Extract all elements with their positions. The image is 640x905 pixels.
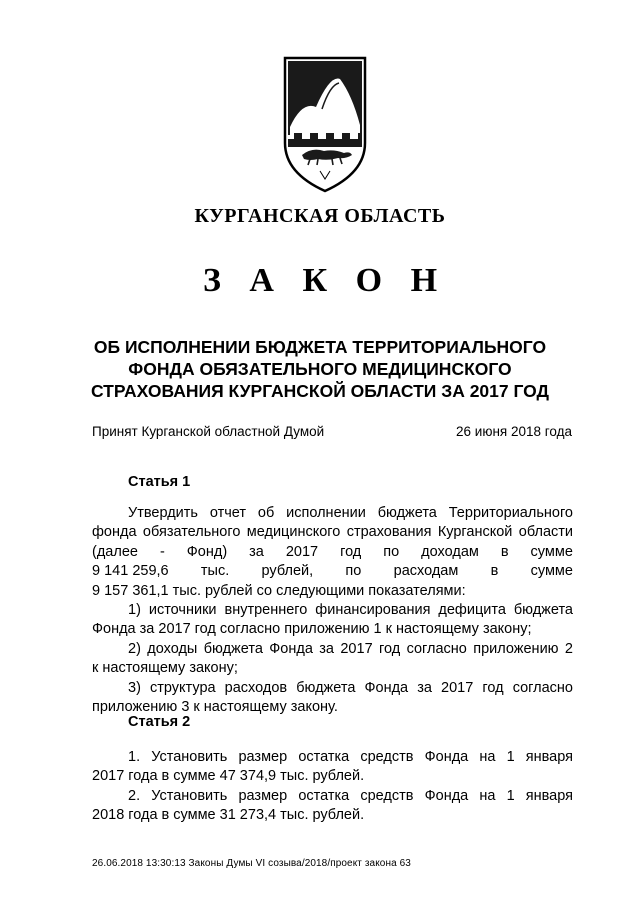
list-item-line: приложению 3 к настоящему закону. (92, 699, 338, 716)
word: рублей, (261, 563, 314, 580)
article-2-body (92, 748, 573, 826)
text-line: 9 157 361,1 тыс. рублей со следующими показателями: (92, 582, 466, 599)
word: - (159, 543, 165, 560)
list-item-line: Фонда за 2017 год согласно приложению 1 к настоящему закону; (92, 621, 532, 638)
coat-of-arms-icon (282, 55, 368, 195)
word: год (340, 543, 362, 560)
text-line (92, 748, 573, 767)
list-item-line: 3) структура расходов бюджета Фонда за 2017 год согласно (128, 679, 573, 696)
text-line (92, 679, 573, 698)
law-title-line: СТРАХОВАНИЯ КУРГАНСКОЙ ОБЛАСТИ ЗА 2017 ГОД (90, 381, 550, 401)
text-line-spread (92, 562, 573, 581)
word: доходам (421, 543, 479, 560)
list-item-line: 2. Установить размер остатка средств Фонда на 1 января (128, 787, 573, 804)
word: тыс. (200, 563, 230, 580)
document-type: З А К О Н (202, 262, 448, 299)
law-title-line: ФОНДА ОБЯЗАТЕЛЬНОГО МЕДИЦИНСКОГО (128, 359, 512, 379)
list-item-line: 1. Установить размер остатка средств Фонда на 1 января (128, 749, 573, 765)
word: 9 141 259,6 (92, 563, 169, 580)
word: по (383, 543, 400, 560)
word: в (500, 543, 509, 560)
word: сумме (530, 543, 573, 560)
word: сумме (530, 563, 573, 580)
word: (далее (92, 543, 138, 560)
text-line (92, 640, 573, 659)
word: Фонд) (186, 543, 228, 560)
law-title-line: ОБ ИСПОЛНЕНИИ БЮДЖЕТА ТЕРРИТОРИАЛЬНОГО (93, 337, 547, 357)
word: расходам (393, 563, 459, 580)
adopted-by: Принят Курганской областной Думой (92, 424, 325, 439)
adopted-date: 26 июня 2018 года (456, 424, 572, 439)
list-item-line: 2017 года в сумме 47 374,9 тыс. рублей. (92, 768, 365, 785)
list-item-line: 1) источники внутреннего финансирования дефицита бюджета (128, 602, 573, 619)
region-name: КУРГАНСКАЯ ОБЛАСТЬ (194, 205, 446, 227)
article-1-heading: Статья 1 (128, 474, 191, 490)
text-line (92, 787, 573, 806)
footer-path: 26.06.2018 13:30:13 Законы Думы VI созыва/2018/проект закона 63 (92, 858, 411, 869)
text-line-spread (92, 543, 573, 562)
law-title (60, 336, 580, 402)
text-line (92, 504, 573, 523)
word: по (345, 563, 362, 580)
article-2-heading: Статья 2 (128, 714, 191, 730)
text-line-content: фонда обязательного медицинского страхования Курганской области (92, 524, 573, 541)
article-1-body (92, 504, 573, 717)
adoption-info (92, 424, 572, 439)
list-item-line: к настоящему закону; (92, 660, 238, 677)
word: 2017 (285, 543, 319, 560)
list-item-line: 2) доходы бюджета Фонда за 2017 год согласно приложению 2 (128, 640, 573, 657)
list-item-line: 2018 года в сумме 31 273,4 тыс. рублей. (92, 807, 365, 824)
word: в (490, 563, 499, 580)
text-line (92, 523, 573, 542)
text-line (92, 601, 573, 620)
word: за (249, 543, 264, 560)
text-line-content: Утвердить отчет об исполнении бюджета Территориального (128, 505, 573, 521)
